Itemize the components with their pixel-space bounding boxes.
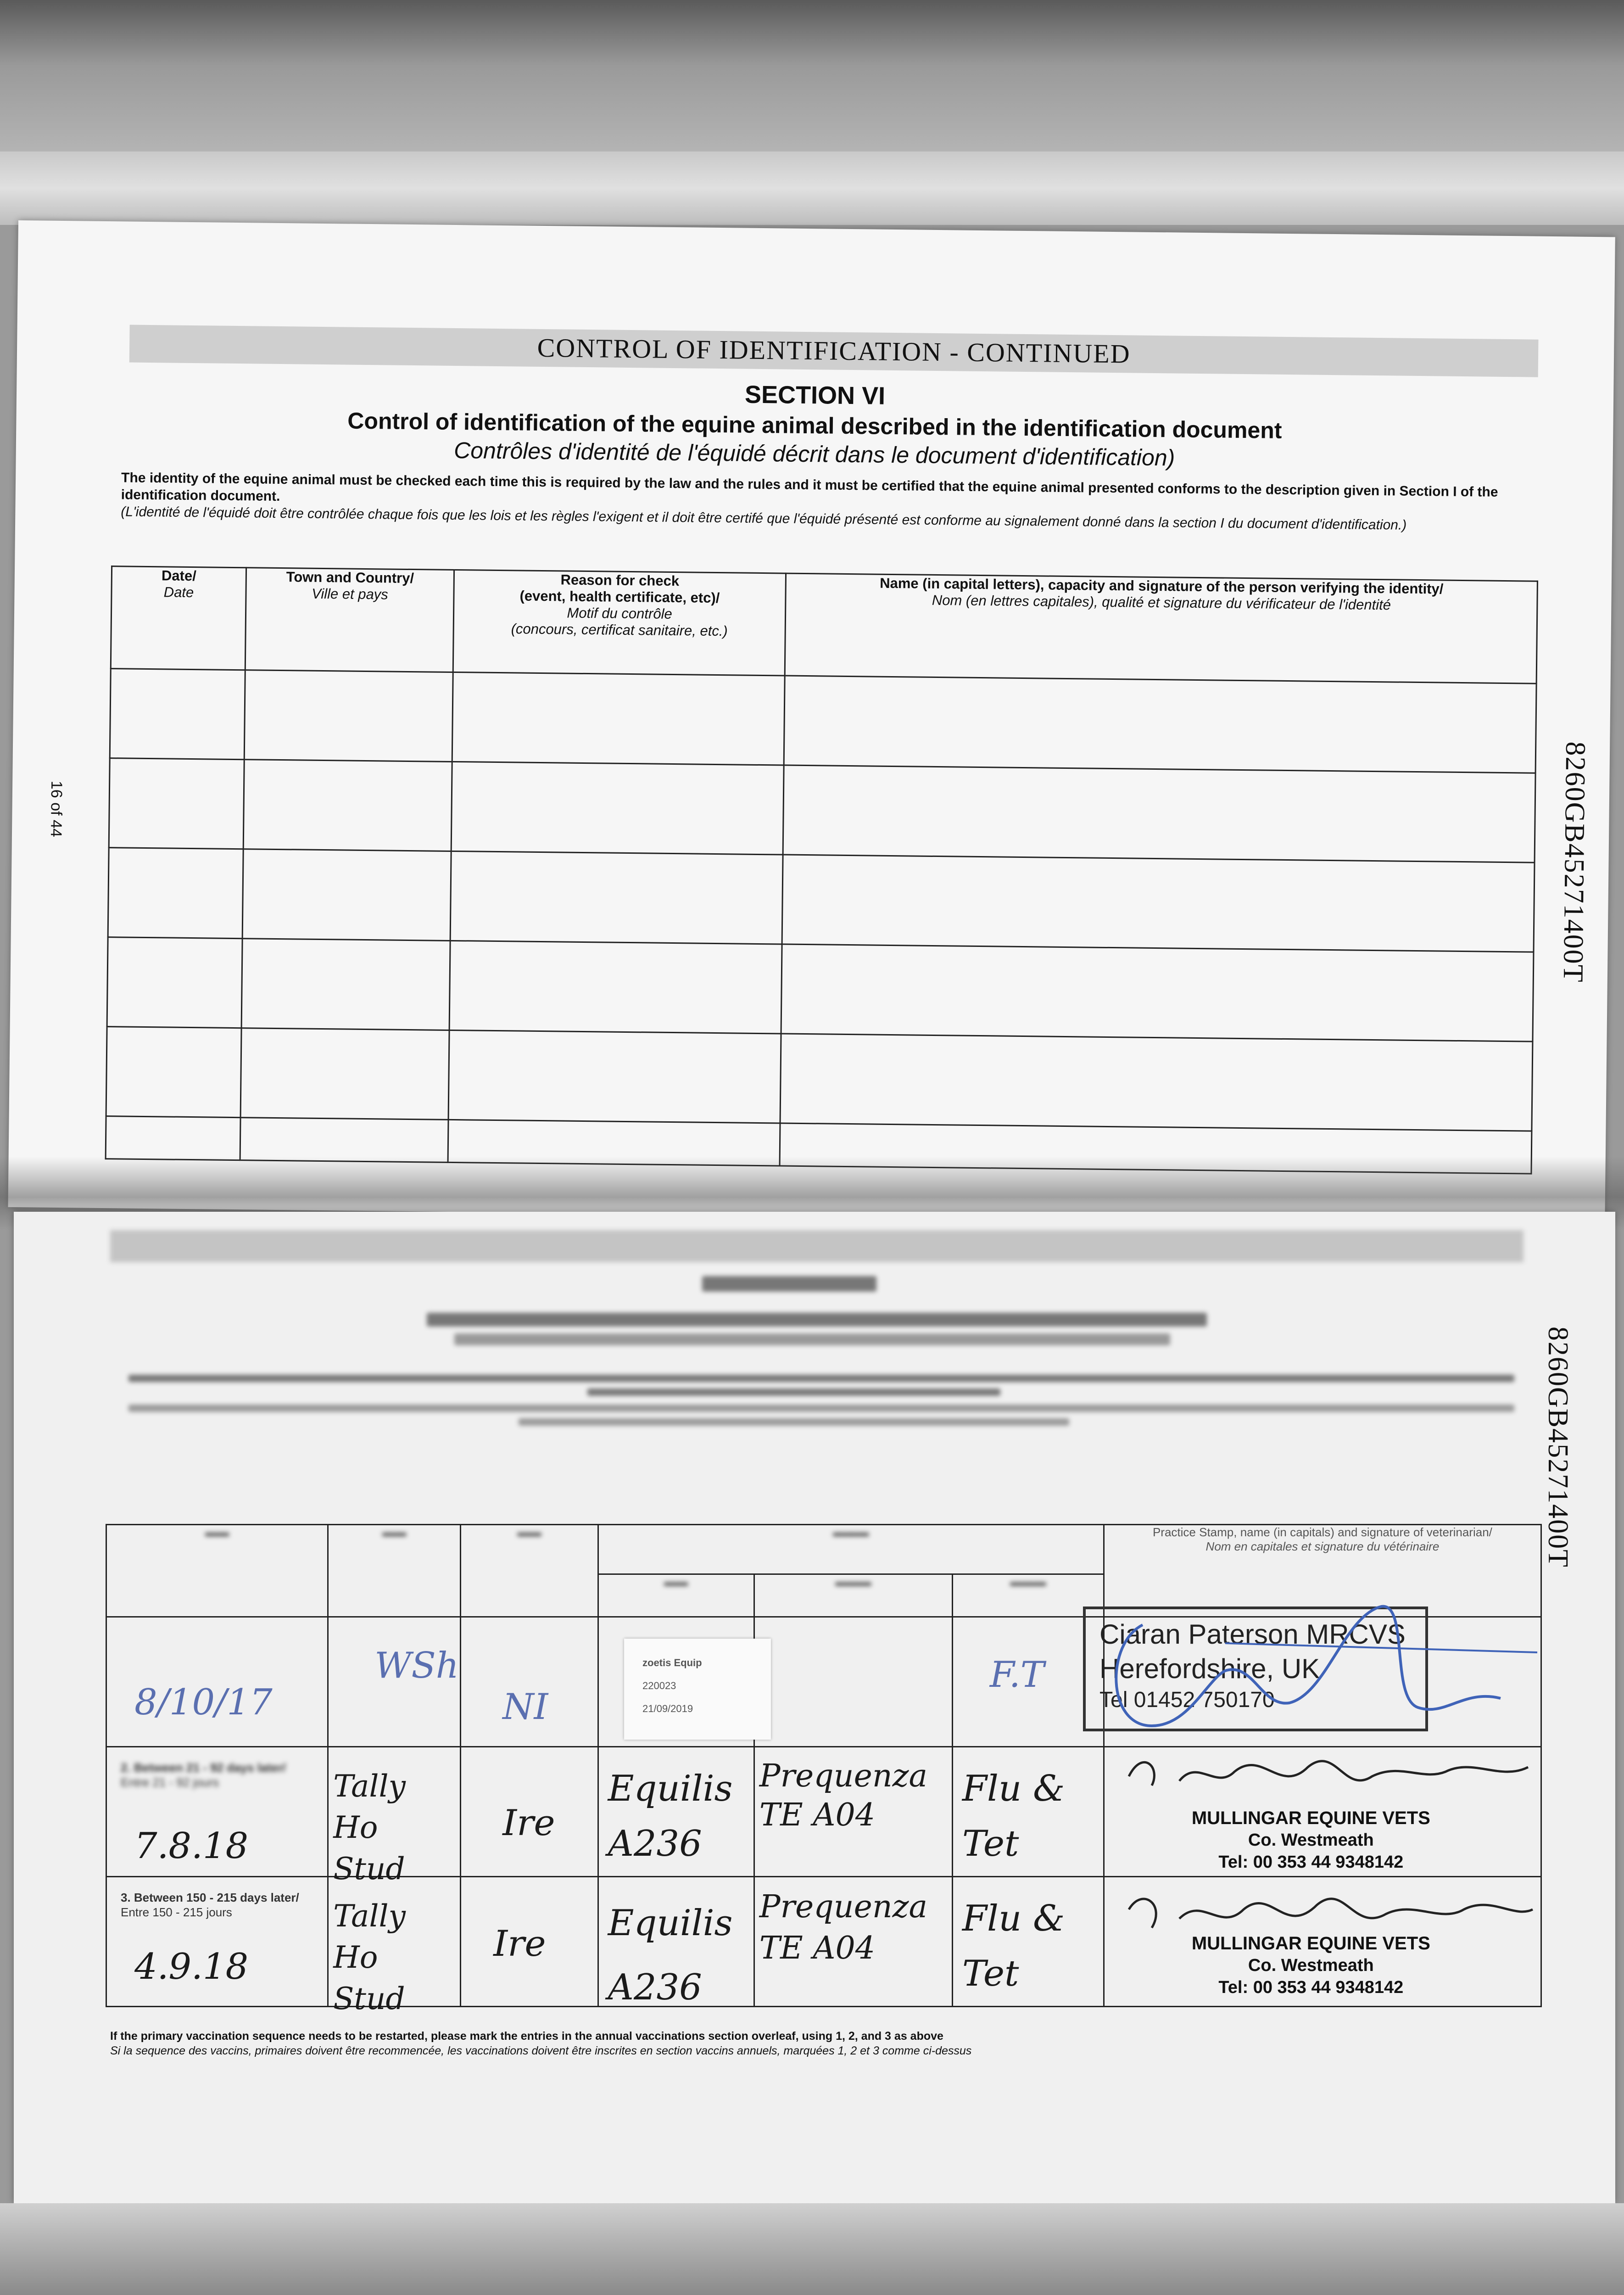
scan-background-top <box>0 0 1624 165</box>
date-cell[interactable] <box>106 1617 328 1747</box>
table-row <box>110 669 1536 773</box>
blurred-text <box>128 1375 1514 1382</box>
practice-phone: Tel: 00 353 44 9348142 <box>1218 1853 1404 1872</box>
blurred-text <box>702 1276 876 1292</box>
column-header-batch: ▬▬▬ <box>754 1574 952 1617</box>
table-header-row <box>111 566 1537 684</box>
date-cell[interactable] <box>106 1877 328 2007</box>
date-cell[interactable] <box>106 1116 240 1160</box>
section-banner-blurred <box>110 1230 1524 1262</box>
handwritten-country: Ire <box>493 1923 546 1965</box>
row-label-fr: Entre 150 - 215 jours <box>121 1905 232 1919</box>
blurred-text <box>587 1388 1000 1396</box>
verifier-cell[interactable] <box>784 676 1536 773</box>
row-label <box>121 1760 286 1790</box>
handwritten-country: NI <box>502 1686 548 1728</box>
place-cell[interactable] <box>328 1617 461 1747</box>
date-cell[interactable] <box>110 669 245 760</box>
column-header-name <box>785 573 1537 683</box>
sticker-brand: zoetis Equip <box>642 1657 702 1668</box>
sticker-expiry: 21/09/2019 <box>642 1703 693 1714</box>
practice-header-en: Practice Stamp, name (in capitals) and signature of veterinarian/ <box>1152 1525 1492 1539</box>
header-fr-2: (concours, certificat sanitaire, etc.) <box>511 621 728 639</box>
table-row <box>106 1027 1533 1131</box>
reason-cell[interactable] <box>451 761 784 855</box>
disease-cell[interactable] <box>952 1617 1104 1747</box>
verifier-cell[interactable] <box>781 944 1534 1041</box>
header-fr: Ville et pays <box>312 585 388 603</box>
row-label <box>121 1890 299 1920</box>
page-number: 16 of 44 <box>47 780 66 838</box>
practice-county: Co. Westmeath <box>1248 1830 1374 1850</box>
reason-cell[interactable] <box>449 940 782 1034</box>
country-cell[interactable] <box>461 1877 598 2007</box>
section-heading: SECTION VI <box>744 381 886 410</box>
town-cell[interactable] <box>243 760 452 851</box>
column-header-date <box>111 566 246 670</box>
table-row <box>109 758 1535 863</box>
blurred-text <box>427 1313 1207 1327</box>
header-en: Date/ <box>161 567 196 584</box>
document-id: 8260GB45271400T <box>1557 741 1591 983</box>
footer-note <box>110 2029 1533 2058</box>
verifier-cell[interactable] <box>783 765 1535 862</box>
handwritten-disease: Flu & Tet <box>962 1898 1065 1994</box>
verifier-cell[interactable] <box>782 855 1535 952</box>
place-cell[interactable] <box>328 1747 461 1886</box>
vet-location: Herefordshire, UK <box>1099 1653 1320 1684</box>
header-fr: Motif du contrôle <box>567 605 672 622</box>
handwritten-date: 7.8.18 <box>134 1825 249 1867</box>
column-header-place: ▬▬ <box>328 1525 461 1617</box>
column-header-vaccine: ▬▬▬ <box>598 1525 1104 1574</box>
date-cell[interactable] <box>109 758 244 849</box>
disease-cell[interactable] <box>952 1877 1104 2007</box>
footer-note-fr: Si la sequence des vaccins, primaires doivent être recommencée, les vaccinations doivent être inscrites en section vaccins annuels, marquées 1, 2 et 3 comme ci-dessus <box>110 2044 972 2057</box>
handwritten-place: WSh <box>374 1645 459 1686</box>
reason-cell[interactable] <box>448 1030 781 1123</box>
vet-name: Ciaran Paterson MRCVS <box>1099 1619 1406 1650</box>
column-header-date: ▬▬ <box>106 1525 328 1617</box>
footer-note-en: If the primary vaccination sequence needs to be restarted, please mark the entries in the annual vaccinations section overleaf, using 1, 2, and 3 as above <box>110 2030 943 2043</box>
intro-text <box>121 469 1535 535</box>
handwritten-batch: Prequenza TE A04 <box>759 1758 927 1833</box>
town-cell[interactable] <box>241 939 450 1030</box>
date-cell[interactable] <box>106 1027 241 1118</box>
reason-cell[interactable] <box>452 672 785 765</box>
handwritten-disease: F.T <box>989 1654 1044 1696</box>
town-cell[interactable] <box>242 849 451 941</box>
handwritten-date: 8/10/17 <box>134 1682 273 1723</box>
date-cell[interactable] <box>108 848 243 939</box>
batch-cell[interactable] <box>754 1877 952 2007</box>
batch-cell[interactable] <box>754 1747 952 1877</box>
vaccine-batch-sticker <box>624 1639 771 1740</box>
row-label-en: 2. Between 21 - 92 days later/ <box>121 1761 286 1774</box>
disease-cell[interactable] <box>952 1747 1104 1877</box>
practice-header-fr: Nom en capitales et signature du vétérinaire <box>1205 1539 1440 1553</box>
scan-background-bottom <box>0 2203 1624 2295</box>
header-en: Reason for check <box>560 571 680 589</box>
column-header-disease: ▬▬▬ <box>952 1574 1104 1617</box>
intro-french: (L'identité de l'équidé doit être contrôlée chaque fois que les lois et les règles l'exigent et il doit être certifé que l'équidé présenté est conforme au signalement donné dans la section I du document d'identification.) <box>121 504 1407 533</box>
document-id: 8260GB45271400T <box>1542 1327 1574 1568</box>
row-label-fr: Entre 21 - 92 jours <box>121 1775 219 1789</box>
handwritten-date: 4.9.18 <box>134 1946 249 1987</box>
header-en: Town and Country/ <box>286 569 414 587</box>
practice-county: Co. Westmeath <box>1248 1956 1374 1975</box>
handwritten-batch: Prequenza TE A04 <box>759 1889 927 1966</box>
handwritten-vaccine-name: Equilis A236 <box>608 1768 733 1864</box>
place-cell[interactable] <box>328 1877 461 2016</box>
column-header-reason <box>453 570 786 676</box>
town-cell[interactable] <box>244 670 453 762</box>
country-cell[interactable] <box>461 1617 598 1747</box>
table-header-row <box>106 1525 1541 1574</box>
vaccine-name-cell[interactable] <box>598 1877 754 2007</box>
page-17 <box>14 1212 1615 2203</box>
vet-practice-stamp <box>1183 1807 1440 1873</box>
practice-name: MULLINGAR EQUINE VETS <box>1191 1808 1430 1828</box>
header-en: Name (in capital letters), capacity and signature of the person verifying the identity/ <box>880 575 1444 597</box>
handwritten-disease: Flu & Tet <box>962 1768 1065 1864</box>
blurred-text <box>454 1333 1170 1345</box>
handwritten-place: Tally Ho Stud <box>333 1898 406 2016</box>
date-cell[interactable] <box>107 937 242 1028</box>
vaccine-name-cell[interactable] <box>598 1747 754 1877</box>
handwritten-country: Ire <box>502 1802 555 1844</box>
date-cell[interactable] <box>106 1747 328 1877</box>
section-banner: CONTROL OF IDENTIFICATION - CONTINUED <box>129 325 1539 377</box>
sticker-batch: 220023 <box>642 1680 676 1691</box>
blurred-text <box>519 1418 1069 1426</box>
column-header-town <box>245 568 454 672</box>
town-cell[interactable] <box>240 1028 449 1120</box>
signature-row-2 <box>1124 1740 1537 1804</box>
batch-cell[interactable] <box>754 1617 952 1747</box>
vet-phone: Tel 01452 750170 <box>1099 1688 1275 1712</box>
signature-row-3 <box>1124 1882 1537 1946</box>
column-header-country: ▬▬ <box>461 1525 598 1617</box>
page-title: Control of identification of the equine animal described in the identification document <box>347 408 1282 443</box>
town-cell[interactable] <box>240 1118 448 1163</box>
verifier-cell[interactable] <box>780 1034 1533 1131</box>
table-row <box>107 937 1534 1042</box>
identity-check-table <box>105 565 1538 1174</box>
practice-phone: Tel: 00 353 44 9348142 <box>1218 1978 1404 1997</box>
row-label-en: 3. Between 150 - 215 days later/ <box>121 1891 299 1904</box>
page-16 <box>8 220 1615 1224</box>
header-en-2: (event, health certificate, etc)/ <box>519 588 720 606</box>
header-fr: Nom (en lettres capitales), qualité et signature du vérificateur de l'identité <box>932 592 1391 613</box>
page-title-french: Contrôles d'identité de l'équidé décrit dans le document d'identification) <box>453 437 1175 471</box>
column-header-vaccine-name: ▬▬ <box>598 1574 754 1617</box>
country-cell[interactable] <box>461 1747 598 1877</box>
reason-cell[interactable] <box>450 851 783 944</box>
handwritten-place: Tally Ho Stud <box>333 1769 406 1886</box>
blurred-text <box>128 1405 1514 1412</box>
table-row <box>108 848 1535 952</box>
signature-blue <box>1088 1588 1546 1763</box>
intro-english: The identity of the equine animal must be checked each time this is required by the law and the rules and it must be certified that the equine animal presented conforms to the description given in Section I of the identification document. <box>121 470 1498 504</box>
handwritten-vaccine-name: Equilis A236 <box>608 1903 733 2008</box>
header-fr: Date <box>163 584 194 601</box>
practice-name: MULLINGAR EQUINE VETS <box>1191 1933 1430 1954</box>
passport-cover-edge <box>0 151 1624 225</box>
